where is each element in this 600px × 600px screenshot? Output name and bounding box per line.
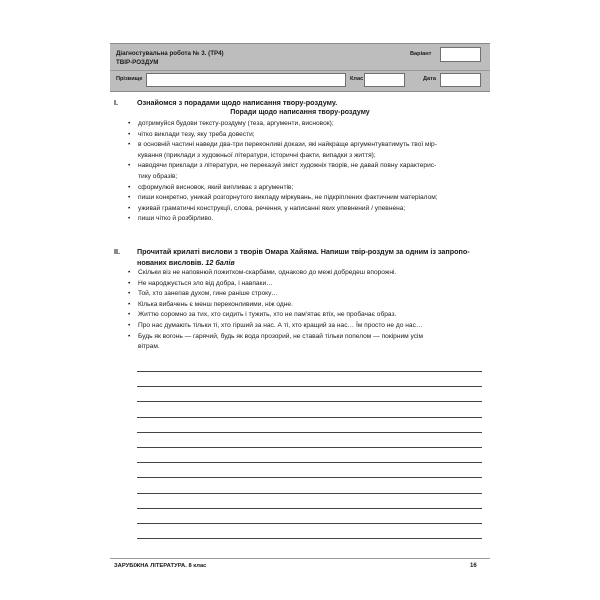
list-item: вітрам. — [138, 343, 160, 351]
section2-title-line2: нованих висловів. 12 балів — [137, 258, 235, 267]
list-item: • Кілька вибачень є менш переконливими, ніж одне. — [128, 300, 293, 308]
header-divider — [110, 70, 490, 71]
class-field[interactable] — [364, 73, 405, 87]
writing-line — [137, 508, 482, 509]
surname-label: Прізвище — [116, 76, 143, 82]
list-item: • Будь як вогонь — гарячий, будь як вода прозорий, не ставай тільки попелом — покірним усім — [128, 332, 424, 340]
list-item: • пиши чітко й розбірливо. — [128, 215, 214, 223]
surname-field[interactable] — [146, 73, 346, 87]
writing-line — [137, 401, 482, 402]
writing-line — [137, 493, 482, 494]
list-item: • сформулюй висновок, який випливає з аргументів; — [128, 183, 294, 191]
list-item: • в основній частині наведи два-три переконливі докази, які найкраще аргументуватимуть твої мір- — [128, 141, 437, 149]
list-item: • чітко виклади тезу, яку треба довести; — [128, 130, 255, 138]
writing-line — [137, 386, 482, 387]
writing-line — [137, 477, 482, 478]
class-label: Клас — [350, 76, 364, 82]
work-title: Діагностувальна робота № 3. (ТР4) — [116, 50, 224, 57]
work-subtitle: ТВІР-РОЗДУМ — [116, 59, 159, 66]
writing-line — [137, 462, 482, 463]
section1-title: Ознайомся з порадами щодо написання твору-роздуму. — [137, 98, 338, 107]
worksheet-header — [110, 43, 490, 92]
writing-line — [137, 432, 482, 433]
list-item: • дотримуйся будови тексту-роздуму (теза, аргументи, висновок); — [128, 120, 334, 127]
footer-divider — [110, 558, 490, 559]
variant-label: Варіант — [410, 51, 432, 57]
tips-list — [128, 119, 488, 225]
list-item: • пиши конкретно, уникай розгорнутого викладу міркувань, не підкріплених фактичним матеріалом; — [128, 194, 438, 202]
list-item: • Той, хто занепав духом, гине раніше строку… — [128, 290, 278, 298]
date-label: Дата — [423, 76, 436, 82]
points-label: 12 балів — [205, 258, 235, 267]
section2-number: II. — [114, 247, 120, 256]
list-item: тику образів; — [138, 172, 178, 180]
list-item: • Про нас думають тільки ті, хто гірший за нас. А ті, хто кращий за нас… Їм просто не до нас… — [128, 321, 423, 329]
writing-line — [137, 523, 482, 524]
quotes-list — [128, 268, 488, 353]
writing-line — [137, 538, 482, 539]
writing-line — [137, 447, 482, 448]
section2-title-line1: Прочитай крилаті вислови з творів Омара Хайяма. Напиши твір-роздум за одним із запропо- — [137, 247, 470, 256]
section1-number: I. — [114, 98, 118, 107]
writing-area[interactable] — [137, 371, 482, 551]
list-item: • Скільки віз не наповнюй пожитком-скарбами, однаково до межі добредеш впорожні. — [128, 269, 397, 276]
tips-heading: Поради щодо написання твору-роздуму — [230, 109, 370, 116]
writing-line — [137, 371, 482, 372]
variant-field[interactable] — [440, 47, 481, 62]
list-item: кування (приклади з художньої літератури, історичні факти, випадки з життя); — [138, 151, 376, 159]
date-field[interactable] — [440, 73, 481, 87]
footer-subject: ЗАРУБІЖНА ЛІТЕРАТУРА. 8 клас — [114, 563, 207, 569]
writing-line — [137, 417, 482, 418]
list-item: • Життю соромно за тих, хто сидить і тужить, хто не пам'ятає втіх, не пробачає образ. — [128, 311, 397, 319]
page-number: 16 — [470, 563, 477, 569]
list-item: • уживай граматичні конструкції, слова, речення, у написанні яких упевнений / упевнена; — [128, 204, 406, 212]
list-item: • наводячи приклади з літератури, не переказуй зміст художніх творів, не давай повну характерис- — [128, 162, 437, 170]
list-item: • Не народжується зло від добра, і навпаки… — [128, 279, 273, 287]
